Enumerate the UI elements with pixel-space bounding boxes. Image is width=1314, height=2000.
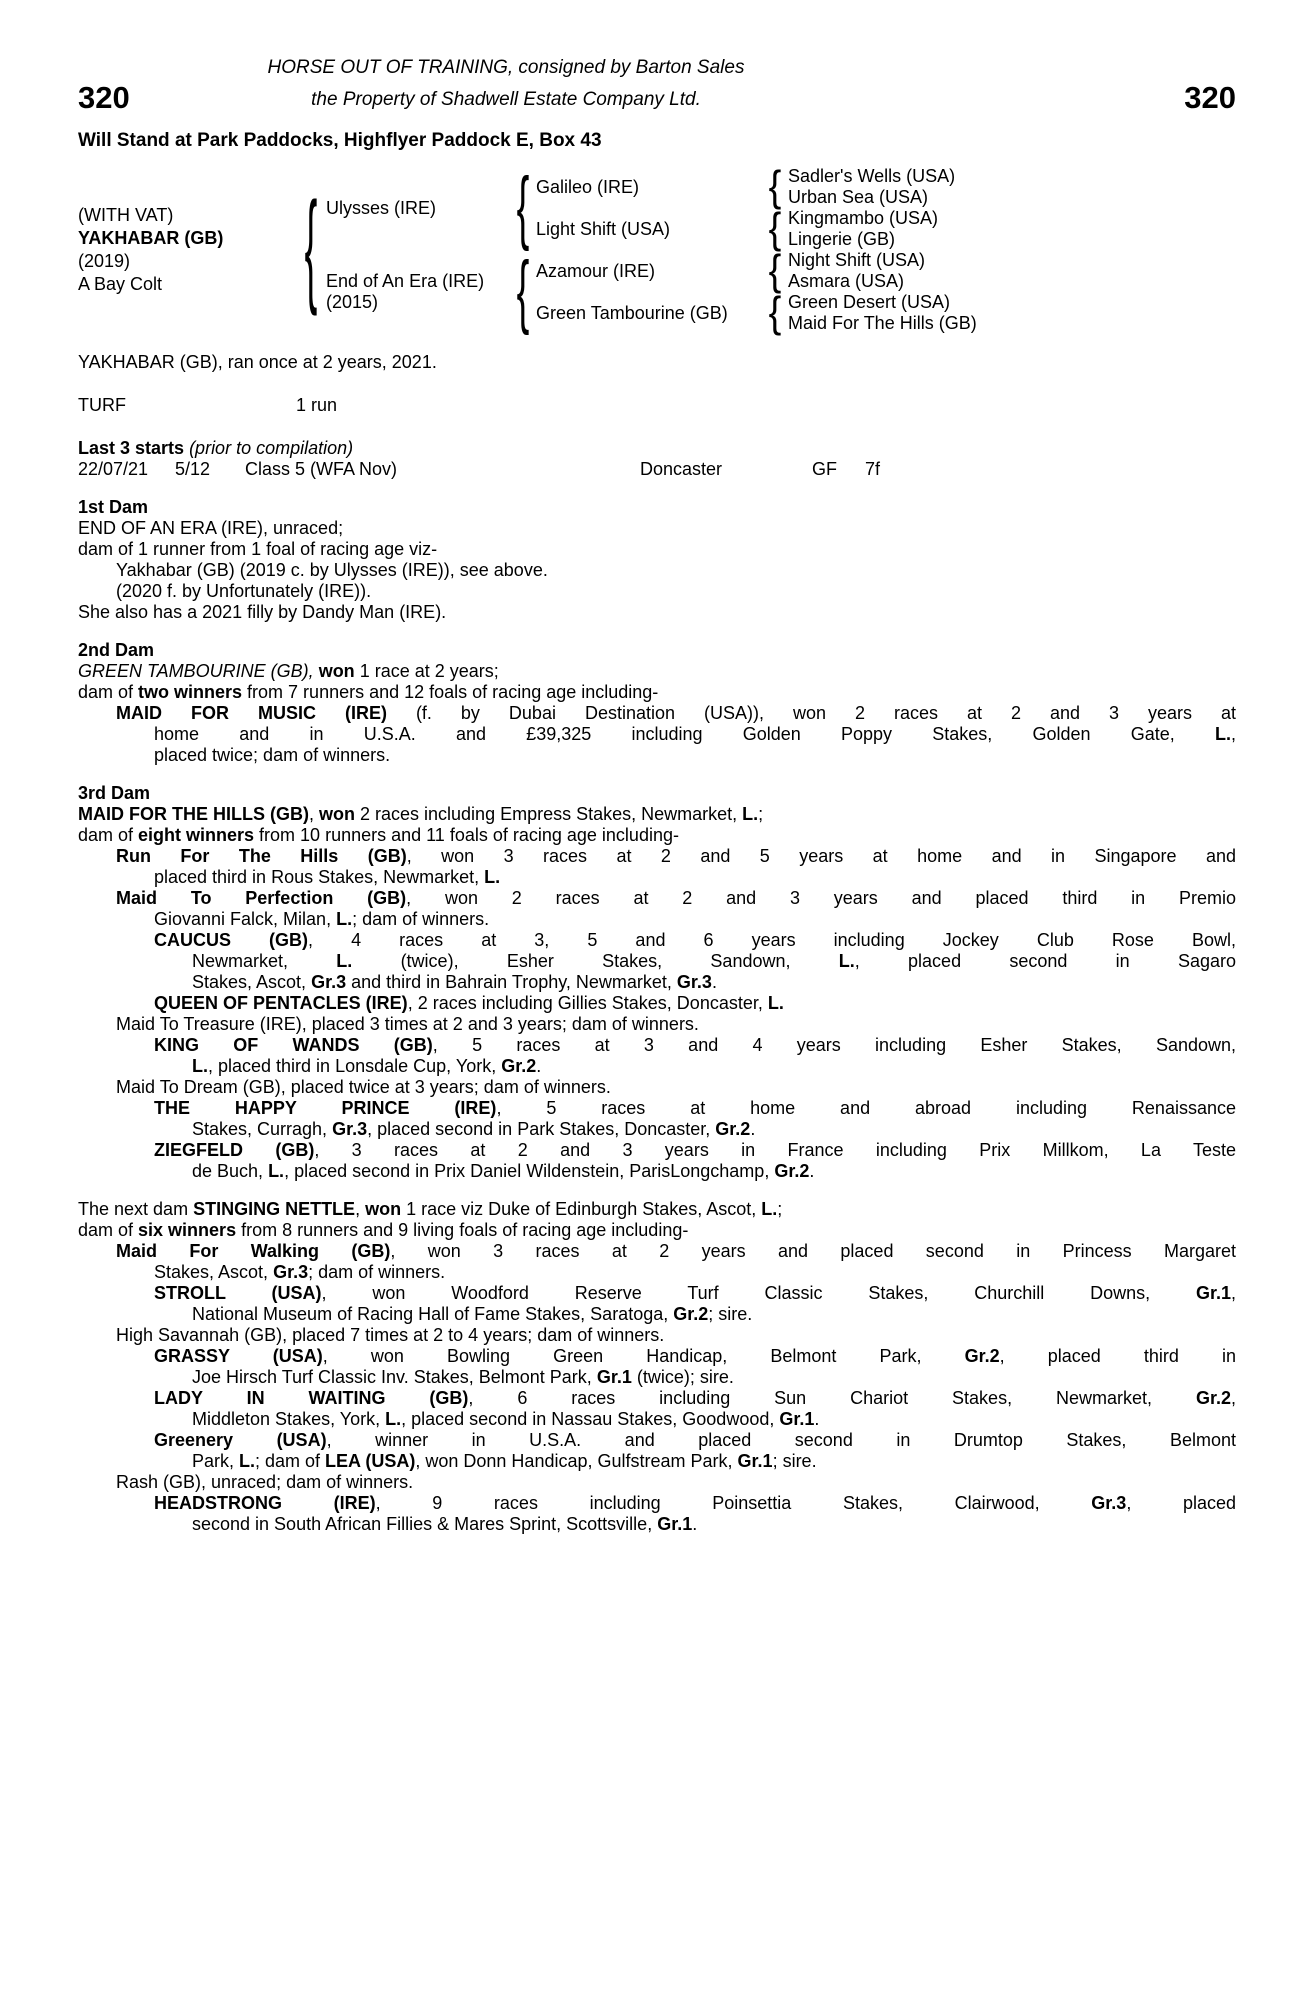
text-line (154, 930, 1236, 951)
text-segment: L. (742, 804, 759, 824)
text-segment: CAUCUS (GB) (154, 930, 309, 950)
text-segment: won (319, 804, 355, 824)
text-segment: STINGING NETTLE (193, 1199, 356, 1219)
text-segment: . (809, 1161, 815, 1181)
runs-count: 1 run (296, 395, 338, 415)
start-class: Class 5 (WFA Nov) (245, 459, 398, 479)
pedigree-paragraph (78, 1283, 1236, 1325)
pedigree-paragraph (78, 682, 1236, 703)
text-line (116, 560, 1236, 581)
text-segment: from 10 runners and 11 foals of racing age including- (254, 825, 679, 845)
text-segment: , 4 races at 3, 5 and 6 years including Jockey Club Rose Bowl, (308, 930, 1236, 950)
pedigree-paragraph (78, 703, 1236, 766)
sire-sire-name: Galileo (IRE) (536, 176, 640, 197)
pedigree-paragraph (78, 1472, 1236, 1493)
text-segment: Gr.3 (332, 1119, 368, 1139)
text-line (154, 867, 1236, 888)
text-segment: (twice); sire. (631, 1367, 734, 1387)
pedigree-paragraph (78, 1199, 1236, 1220)
dam-block (326, 271, 510, 313)
text-segment: Gr.1 (1195, 1283, 1231, 1303)
text-line (154, 1388, 1236, 1409)
text-line (78, 602, 1236, 623)
text-segment: ; dam of winners. (352, 909, 490, 929)
text-segment: Giovanni Falck, Milan, (154, 909, 337, 929)
text-line (154, 1493, 1236, 1514)
start-distance: 7f (865, 459, 881, 479)
text-segment: ; sire. (708, 1304, 753, 1324)
text-segment: , (1230, 1388, 1236, 1408)
pedigree-paragraph (78, 581, 1236, 602)
text-line (78, 804, 1236, 825)
text-segment: , 2 races including Gillies Stakes, Doncaster, (407, 993, 768, 1013)
text-line (154, 724, 1236, 745)
text-segment: , placed second in Nassau Stakes, Goodwood, (401, 1409, 780, 1429)
text-line (192, 1409, 1236, 1430)
pedigree-paragraph (78, 518, 1236, 539)
starts-rows (78, 459, 1236, 480)
last-starts-heading (78, 438, 1236, 459)
text-segment: won (365, 1199, 402, 1219)
text-segment: , placed second in Sagaro (854, 951, 1236, 971)
text-line (192, 951, 1236, 972)
text-line (192, 1451, 1236, 1472)
pedigree-paragraph (78, 888, 1236, 930)
dam-section (78, 1199, 1236, 1535)
pedigree-paragraph (78, 1077, 1236, 1098)
text-segment: and third in Bahrain Trophy, Newmarket, (346, 972, 677, 992)
gen3-sire-dam-dam: Lingerie (GB) (788, 229, 896, 249)
gen3-sire-sire-sire: Sadler's Wells (USA) (788, 166, 956, 186)
text-segment: Joe Hirsch Turf Classic Inv. Stakes, Belmont Park, (192, 1367, 597, 1387)
text-segment: , (1230, 1283, 1236, 1303)
text-line (116, 703, 1236, 724)
text-line (192, 1514, 1236, 1535)
text-segment: eight winners (138, 825, 255, 845)
text-segment: , won 3 races at 2 and 5 years at home and in Singapore and (406, 846, 1236, 866)
text-line (116, 1241, 1236, 1262)
text-line (78, 518, 1236, 539)
text-line (192, 1367, 1236, 1388)
text-segment: GREEN TAMBOURINE (GB), (78, 661, 319, 681)
text-segment: Maid To Perfection (GB) (116, 888, 407, 908)
pedigree-paragraph (78, 560, 1236, 581)
pedigree-paragraph (78, 1388, 1236, 1430)
text-segment: L. (484, 867, 501, 887)
text-segment: The next dam (78, 1199, 194, 1219)
brace-glyph: { (516, 246, 530, 338)
text-line (154, 1098, 1236, 1119)
text-line (192, 1161, 1236, 1182)
text-segment: placed twice; dam of winners. (154, 745, 391, 765)
text-segment: Gr.3 (676, 972, 712, 992)
text-segment: ; sire. (772, 1451, 817, 1471)
pedigree-paragraph (78, 825, 1236, 846)
pedigree-paragraph (78, 1220, 1236, 1241)
text-segment: Greenery (USA) (154, 1430, 327, 1450)
section-heading: 2nd Dam (78, 640, 155, 660)
text-segment: Maid To Treasure (IRE), placed 3 times at 2 and 3 years; dam of winners. (116, 1014, 699, 1034)
text-segment: THE HAPPY PRINCE (IRE) (154, 1098, 497, 1118)
text-segment: , won Donn Handicap, Gulfstream Park, (415, 1451, 738, 1471)
text-segment: Gr.1 (657, 1514, 693, 1534)
text-segment: Maid For Walking (GB) (116, 1241, 391, 1261)
start-going: GF (812, 459, 837, 479)
text-segment: Middleton Stakes, York, (192, 1409, 386, 1429)
text-line (78, 1199, 1236, 1220)
text-segment: Gr.2 (501, 1056, 537, 1076)
text-segment: , 9 races including Poinsettia Stakes, Clairwood, (375, 1493, 1092, 1513)
text-segment: HEADSTRONG (IRE) (154, 1493, 376, 1513)
text-segment: Rash (GB), unraced; dam of winners. (116, 1472, 414, 1492)
text-segment: ; dam of winners. (308, 1262, 446, 1282)
text-segment: Park, (192, 1451, 240, 1471)
text-segment: L. (239, 1451, 256, 1471)
text-line (192, 1056, 1236, 1077)
pedigree-paragraph (78, 602, 1236, 623)
text-segment: dam of (78, 825, 139, 845)
text-segment: , won Bowling Green Handicap, Belmont Park, (322, 1346, 965, 1366)
text-segment: (f. by Dubai Destination (USA)), won 2 races at 2 and 3 years at (386, 703, 1236, 723)
text-segment: , placed third in Lonsdale Cup, York, (208, 1056, 502, 1076)
text-segment: Gr.3 (311, 972, 347, 992)
text-segment: , placed second in Prix Daniel Wildenstein, ParisLongchamp, (284, 1161, 775, 1181)
text-segment: L. (761, 1199, 778, 1219)
text-line (78, 825, 1236, 846)
brace-glyph: { (768, 163, 782, 211)
text-segment: won (318, 661, 355, 681)
text-segment: , 6 races including Sun Chariot Stakes, Newmarket, (468, 1388, 1196, 1408)
pedigree-paragraph (78, 993, 1236, 1014)
text-segment: 1 race at 2 years; (354, 661, 499, 681)
text-segment: , 5 races at 3 and 4 years including Esher Stakes, Sandown, (432, 1035, 1236, 1055)
dam-section (78, 783, 1236, 1182)
text-segment: , (308, 804, 319, 824)
text-line (116, 846, 1236, 867)
horse-details-block (78, 204, 296, 296)
text-segment: Gr.2 (715, 1119, 751, 1139)
text-segment: , 3 races at 2 and 3 years in France including Prix Millkom, La Teste (314, 1140, 1236, 1160)
brace-glyph: { (516, 162, 530, 254)
brace-glyph: { (304, 180, 318, 320)
sire-name: Ulysses (IRE) (326, 197, 437, 218)
pedigree-paragraph (78, 1140, 1236, 1182)
text-segment: , won 3 races at 2 years and placed second in Princess Margaret (390, 1241, 1236, 1261)
stand-location-line: Will Stand at Park Paddocks, Highflyer Paddock E, Box 43 (78, 130, 602, 151)
text-line (78, 1220, 1236, 1241)
text-segment: second in South African Fillies & Mares Sprint, Scottsville, (192, 1514, 658, 1534)
brace-glyph: { (768, 247, 782, 295)
horse-foal-year: (2019) (78, 251, 131, 271)
pedigree-brace-gen3-2 (762, 205, 788, 253)
text-line (154, 993, 1236, 1014)
text-segment: two winners (138, 682, 243, 702)
text-line (154, 745, 1236, 766)
pedigree-paragraph (78, 539, 1236, 560)
text-segment: KING OF WANDS (GB) (154, 1035, 433, 1055)
text-segment: Stakes, Curragh, (192, 1119, 333, 1139)
text-segment: ; (758, 804, 764, 824)
dam-year: (2015) (326, 292, 379, 312)
consignor-line: HORSE OUT OF TRAINING, consigned by Barton Sales (267, 57, 745, 78)
text-segment: , won 2 races at 2 and 3 years and placed third in Premio (406, 888, 1236, 908)
text-segment: Yakhabar (GB) (2019 c. by Ulysses (IRE)), see above. (116, 560, 548, 580)
text-segment: . (814, 1409, 820, 1429)
text-segment: She also has a 2021 filly by Dandy Man (IRE). (78, 602, 447, 622)
text-segment: Gr.3 (273, 1262, 309, 1282)
text-segment: de Buch, (192, 1161, 269, 1181)
text-segment: (2020 f. by Unfortunately (IRE)). (116, 581, 372, 601)
text-segment: dam of (78, 1220, 139, 1240)
text-line (154, 1346, 1236, 1367)
horse-name: YAKHABAR (GB) (78, 228, 224, 248)
text-segment: Stakes, Ascot, (192, 972, 312, 992)
vat-status: (WITH VAT) (78, 205, 174, 225)
text-segment: GRASSY (USA) (154, 1346, 323, 1366)
brace-glyph: { (768, 289, 782, 337)
pedigree-paragraph (78, 1325, 1236, 1346)
text-segment: Gr.1 (737, 1451, 773, 1471)
pedigree-paragraph (78, 804, 1236, 825)
pedigree-paragraph (78, 1098, 1236, 1140)
text-segment: LADY IN WAITING (GB) (154, 1388, 469, 1408)
text-line (154, 1140, 1236, 1161)
dam-section (78, 497, 1236, 623)
text-line (116, 1014, 1236, 1035)
pedigree-paragraph (78, 1035, 1236, 1077)
text-segment: L. (838, 951, 855, 971)
race-start-row (78, 459, 1236, 480)
text-segment: Gr.1 (596, 1367, 632, 1387)
pedigree-paragraph (78, 1430, 1236, 1472)
pedigree-brace-main (296, 180, 326, 320)
last-starts-note: (prior to compilation) (184, 438, 354, 458)
text-segment: Gr.3 (1091, 1493, 1127, 1513)
start-course: Doncaster (640, 459, 723, 479)
text-segment: Gr.2 (1195, 1388, 1231, 1408)
text-line (192, 1304, 1236, 1325)
text-line (116, 1472, 1236, 1493)
text-segment: six winners (138, 1220, 237, 1240)
surface-row (78, 395, 1236, 416)
dam-sire-name: Azamour (IRE) (536, 260, 656, 281)
text-segment: . (711, 972, 717, 992)
brace-glyph: { (768, 205, 782, 253)
text-segment: L. (385, 1409, 402, 1429)
pedigree-paragraph (78, 846, 1236, 888)
text-segment: . (692, 1514, 698, 1534)
pedigree-brace-gen3-1 (762, 163, 788, 211)
text-segment: MAID FOR MUSIC (IRE) (116, 703, 387, 723)
text-line (78, 661, 1236, 682)
text-segment: Gr.1 (779, 1409, 815, 1429)
gen3-sire-dam-sire: Kingmambo (USA) (788, 208, 939, 228)
lot-number-right: 320 (1184, 80, 1236, 115)
page-header (78, 56, 1236, 115)
race-summary: YAKHABAR (GB), ran once at 2 years, 2021. (78, 352, 437, 372)
text-line (78, 539, 1236, 560)
pedigree-brace-sire (510, 162, 536, 254)
text-segment: QUEEN OF PENTACLES (IRE) (154, 993, 408, 1013)
text-segment: L. (767, 993, 784, 1013)
text-segment: High Savannah (GB), placed 7 times at 2 to 4 years; dam of winners. (116, 1325, 665, 1345)
text-segment: . (536, 1056, 542, 1076)
text-segment: National Museum of Racing Hall of Fame Stakes, Saratoga, (192, 1304, 674, 1324)
text-segment: Gr.2 (964, 1346, 1000, 1366)
text-segment: from 8 runners and 9 living foals of racing age including- (236, 1220, 689, 1240)
dam-section (78, 640, 1236, 766)
text-segment: Gr.2 (673, 1304, 709, 1324)
text-segment: Run For The Hills (GB) (116, 846, 407, 866)
pedigree-brace-gen3-3 (762, 247, 788, 295)
text-line (116, 1325, 1236, 1346)
text-line (116, 1077, 1236, 1098)
text-line (154, 1430, 1236, 1451)
text-segment: home and in U.S.A. and £39,325 including Golden Poppy Stakes, Golden Gate, (154, 724, 1215, 744)
text-segment: , placed second in Park Stakes, Doncaster, (367, 1119, 716, 1139)
dam-name: End of An Era (IRE) (326, 271, 485, 291)
header-center (78, 56, 934, 115)
pedigree-table (78, 162, 1236, 338)
gen3-dam-sire-dam: Asmara (USA) (788, 271, 905, 291)
lot-number-left: 320 (78, 80, 130, 115)
text-line (116, 888, 1236, 909)
text-segment: from 7 runners and 12 foals of racing age including- (242, 682, 659, 702)
text-segment: , (355, 1199, 366, 1219)
text-segment: Gr.2 (774, 1161, 810, 1181)
text-segment: . (750, 1119, 756, 1139)
text-segment: , 5 races at home and abroad including Renaissance (496, 1098, 1236, 1118)
section-heading: 1st Dam (78, 497, 149, 517)
text-segment: LEA (USA) (325, 1451, 416, 1471)
text-segment: L. (268, 1161, 285, 1181)
text-segment: 1 race viz Duke of Edinburgh Stakes, Ascot, (401, 1199, 762, 1219)
text-segment: 2 races including Empress Stakes, Newmarket, (355, 804, 743, 824)
gen3-dam-sire-sire: Night Shift (USA) (788, 250, 926, 270)
text-segment: STROLL (USA) (154, 1283, 322, 1303)
text-segment: placed third in Rous Stakes, Newmarket, (154, 867, 485, 887)
text-line (78, 682, 1236, 703)
horse-colour-sex: A Bay Colt (78, 274, 163, 294)
start-date: 22/07/21 (78, 459, 149, 479)
pedigree-paragraph (78, 661, 1236, 682)
surface-label: TURF (78, 395, 126, 415)
dam-dam-name: Green Tambourine (GB) (536, 302, 728, 323)
last-starts-label: Last 3 starts (78, 438, 185, 458)
pedigree-paragraph (78, 930, 1236, 993)
text-segment: END OF AN ERA (IRE), unraced; (78, 518, 344, 538)
text-segment: Maid To Dream (GB), placed twice at 3 years; dam of winners. (116, 1077, 611, 1097)
text-segment: Newmarket, (192, 951, 337, 971)
text-segment: , placed third in (999, 1346, 1237, 1366)
text-segment: dam of 1 runner from 1 foal of racing age viz- (78, 539, 438, 559)
text-segment: L. (336, 909, 353, 929)
text-segment: L. (192, 1056, 208, 1076)
text-segment: , placed (1126, 1493, 1237, 1513)
start-position: 5/12 (175, 459, 211, 479)
text-segment: ZIEGFELD (GB) (154, 1140, 315, 1160)
text-segment: MAID FOR THE HILLS (GB) (78, 804, 309, 824)
text-line (192, 1119, 1236, 1140)
text-line (154, 1283, 1236, 1304)
text-segment: ; dam of (255, 1451, 326, 1471)
text-line (154, 909, 1236, 930)
sire-dam-name: Light Shift (USA) (536, 218, 671, 239)
gen3-dam-dam-dam: Maid For The Hills (GB) (788, 313, 977, 333)
pedigree-paragraph (78, 1014, 1236, 1035)
text-segment: (twice), Esher Stakes, Sandown, (352, 951, 839, 971)
text-segment: , winner in U.S.A. and placed second in Drumtop Stakes, Belmont (326, 1430, 1236, 1450)
property-line: the Property of Shadwell Estate Company Ltd. (311, 89, 701, 110)
text-line (116, 581, 1236, 602)
text-line (154, 1035, 1236, 1056)
text-segment: L. (336, 951, 353, 971)
text-segment: Stakes, Ascot, (154, 1262, 274, 1282)
pedigree-sections (78, 497, 1236, 1535)
text-line (154, 1262, 1236, 1283)
pedigree-brace-gen3-4 (762, 289, 788, 337)
text-line (192, 972, 1236, 993)
text-segment: L. (1214, 724, 1231, 744)
text-segment: ; (777, 1199, 783, 1219)
pedigree-paragraph (78, 1241, 1236, 1283)
pedigree-brace-dam (510, 246, 536, 338)
text-segment: , won Woodford Reserve Turf Classic Stakes, Churchill Downs, (321, 1283, 1196, 1303)
text-segment: dam of (78, 682, 139, 702)
text-segment: , (1230, 724, 1236, 744)
section-heading: 3rd Dam (78, 783, 151, 803)
pedigree-paragraph (78, 1493, 1236, 1535)
pedigree-paragraph (78, 1346, 1236, 1388)
gen3-dam-dam-sire: Green Desert (USA) (788, 292, 951, 312)
gen3-sire-sire-dam: Urban Sea (USA) (788, 187, 929, 207)
